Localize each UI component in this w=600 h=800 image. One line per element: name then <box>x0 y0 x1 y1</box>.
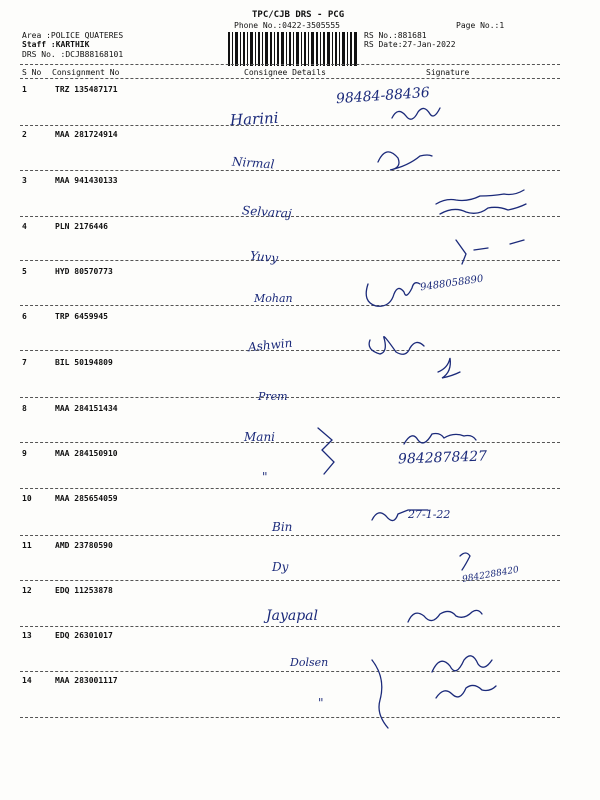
signature-phone: 9842878427 <box>397 448 488 468</box>
signature-phone: 98484-88436 <box>335 84 431 108</box>
signature-mark <box>318 428 334 474</box>
document-title: TPC/CJB DRS - PCG <box>252 10 345 20</box>
signature-mark <box>372 660 388 728</box>
drs-number: DRS No. :DCJB88168101 <box>22 50 124 59</box>
row-consignment: MAA 281724914 <box>55 130 118 139</box>
handwritten-consignee: " <box>318 696 324 710</box>
row-sno: 14 <box>22 676 32 685</box>
row-sno: 13 <box>22 631 32 640</box>
col-sno-header: S No <box>22 68 42 77</box>
handwritten-consignee: Yuvy <box>249 248 279 266</box>
row-consignment: MAA 284150910 <box>55 449 118 458</box>
row-consignment: TRP 6459945 <box>55 312 108 321</box>
signature-mark <box>372 510 428 521</box>
row-consignment: HYD 80570773 <box>55 267 113 276</box>
signature-mark <box>366 283 420 307</box>
signature-mark <box>456 240 524 264</box>
signature-mark <box>460 553 470 570</box>
handwritten-consignee: Dy <box>272 560 289 574</box>
row-consignment: TRZ 135487171 <box>55 85 118 94</box>
row-consignment: MAA 283001117 <box>55 676 118 685</box>
signature-mark <box>408 610 482 622</box>
signature-mark <box>392 108 440 119</box>
page-number: Page No.:1 <box>456 21 505 30</box>
row-consignment: AMD 23780590 <box>55 541 113 550</box>
signature-date: 27-1-22 <box>408 508 451 521</box>
row-consignment: EDQ 11253878 <box>55 586 113 595</box>
rs-date: RS Date:27-Jan-2022 <box>364 40 456 49</box>
rs-number: RS No.:881681 <box>364 31 427 40</box>
handwritten-consignee: Bin <box>272 520 293 534</box>
row-consignment: EDQ 26301017 <box>55 631 113 640</box>
row-consignment: MAA 941430133 <box>55 176 118 185</box>
row-sno: 7 <box>22 358 27 367</box>
signature-mark <box>432 656 496 698</box>
signature-mark <box>438 358 460 378</box>
row-sno: 3 <box>22 176 27 185</box>
handwritten-consignee: Jayapal <box>266 608 319 624</box>
row-sno: 6 <box>22 312 27 321</box>
row-consignment: MAA 285654059 <box>55 494 118 503</box>
row-sno: 5 <box>22 267 27 276</box>
handwritten-consignee: Ashwin <box>247 335 294 355</box>
handwritten-consignee: " <box>262 470 268 484</box>
area-label: Area :POLICE QUATERES <box>22 31 124 40</box>
row-sno: 12 <box>22 586 32 595</box>
signature-phone: 9842288420 <box>461 565 520 585</box>
handwritten-consignee: Mohan <box>254 292 293 305</box>
row-sno: 10 <box>22 494 32 503</box>
handwritten-consignee: Nirmal <box>231 154 275 172</box>
handwritten-consignee: Prem <box>258 390 288 403</box>
signature-mark <box>436 190 526 214</box>
phone-number: Phone No.:0422-3505555 <box>234 21 340 30</box>
row-sno: 2 <box>22 130 27 139</box>
staff-label: Staff :KARTHIK <box>22 40 90 49</box>
signature-mark <box>378 152 432 170</box>
row-consignment: PLN 2176446 <box>55 222 108 231</box>
row-sno: 8 <box>22 404 27 413</box>
handwritten-consignee: Harini <box>229 108 279 130</box>
col-consignment-header: Consignment No <box>52 68 120 77</box>
row-sno: 4 <box>22 222 27 231</box>
row-consignment: BIL 50194809 <box>55 358 113 367</box>
signature-mark <box>404 434 476 445</box>
col-signature-header: Signature <box>426 68 470 77</box>
col-consignee-header: Consignee Details <box>244 68 326 77</box>
handwritten-consignee: Dolsen <box>290 656 329 669</box>
signature-phone: 9488058890 <box>419 273 485 294</box>
row-sno: 1 <box>22 85 27 94</box>
handwritten-consignee: Selvaraj <box>241 203 293 221</box>
row-sno: 11 <box>22 541 32 550</box>
signature-mark <box>369 337 424 355</box>
row-consignment: MAA 284151434 <box>55 404 118 413</box>
row-sno: 9 <box>22 449 27 458</box>
handwritten-consignee: Mani <box>244 430 276 444</box>
